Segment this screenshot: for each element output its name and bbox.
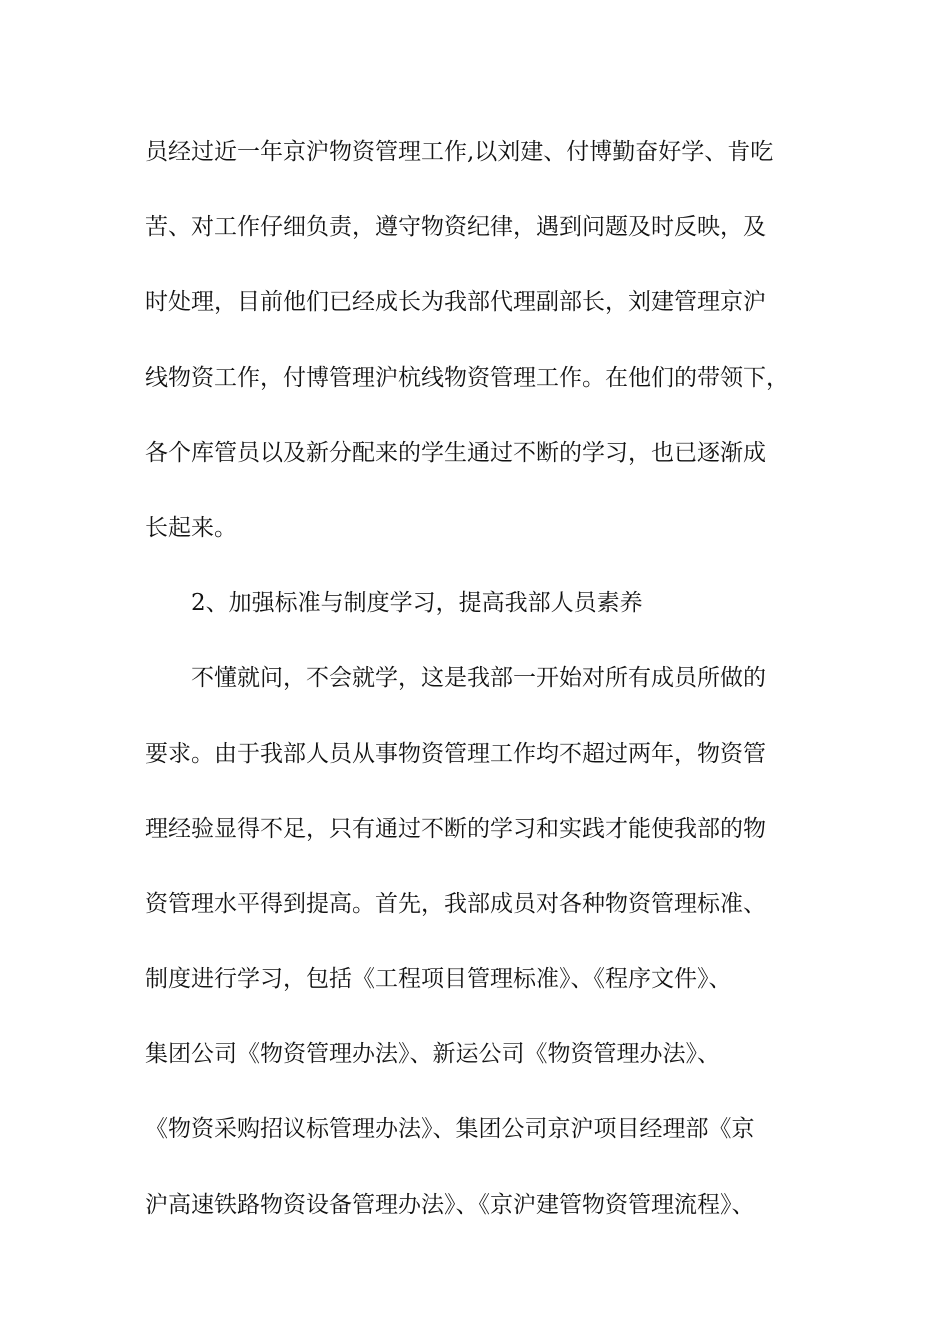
- paragraph-line: 理经验显得不足，只有通过不断的学习和实践才能使我部的物: [145, 815, 766, 842]
- paragraph-line: 要求。由于我部人员从事物资管理工作均不超过两年，物资管: [145, 740, 766, 767]
- paragraph-line: 沪高速铁路物资设备管理办法》、《京沪建管物资管理流程》、: [145, 1191, 755, 1218]
- paragraph-line: 时处理，目前他们已经成长为我部代理副部长，刘建管理京沪: [145, 289, 766, 316]
- paragraph-line: 长起来。: [145, 514, 237, 541]
- paragraph-line: 不懂就问，不会就学，这是我部一开始对所有成员所做的: [191, 665, 766, 692]
- paragraph-line: 制度进行学习，包括《工程项目管理标准》、《程序文件》、: [145, 966, 732, 993]
- paragraph-line: 员经过近一年京沪物资管理工作,以刘建、付博勤奋好学、肯吃: [145, 139, 774, 165]
- paragraph-line: 线物资工作，付博管理沪杭线物资管理工作。在他们的带领下，: [145, 364, 789, 391]
- paragraph-line: 苦、对工作仔细负责，遵守物资纪律，遇到问题及时反映，及: [145, 214, 766, 241]
- section-heading: 2、加强标准与制度学习，提高我部人员素养: [191, 590, 643, 617]
- document-body: [145, 122, 825, 1250]
- paragraph-line: 各个库管员以及新分配来的学生通过不断的学习，也已逐渐成: [145, 439, 766, 466]
- paragraph-line: 集团公司《物资管理办法》、新运公司《物资管理办法》、: [145, 1041, 720, 1068]
- paragraph-line: 《物资采购招议标管理办法》、集团公司京沪项目经理部《京: [145, 1116, 755, 1143]
- paragraph-line: 资管理水平得到提高。首先，我部成员对各种物资管理标准、: [145, 890, 766, 917]
